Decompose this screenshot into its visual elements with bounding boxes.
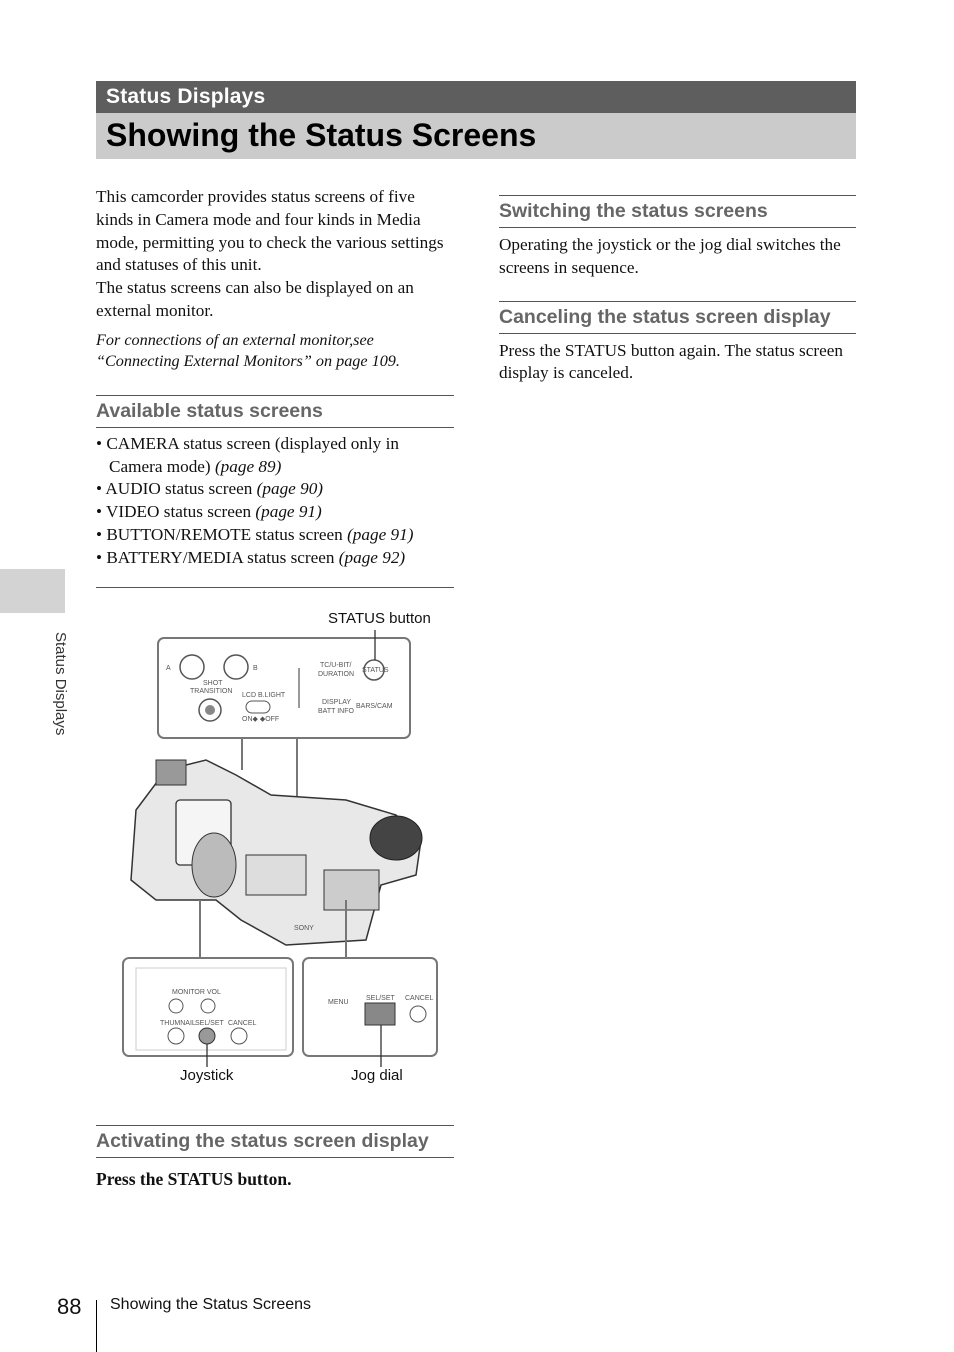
intro-note: For connections of an external monitor,see “Connecting External Monitors” on page 109.	[96, 330, 400, 371]
side-tab	[0, 569, 65, 613]
activating-step: Press the STATUS button.	[96, 1169, 292, 1189]
list-item: • CAMERA status screen (displayed only in Camera mode) (page 89)	[96, 433, 399, 476]
figure-top-rule	[96, 587, 454, 588]
list-item: • VIDEO status screen (page 91)	[96, 502, 322, 522]
rear-controls-icon	[324, 870, 379, 910]
page-ref[interactable]: (page 91)	[255, 502, 322, 522]
panel-shot: SHOT	[203, 680, 223, 687]
activating-section	[96, 1125, 454, 1191]
intro-paragraph-1: This camcorder provides status screens of five kinds in Camera mode and four kinds in Media mode, permitting you to check the various settings and statuses of this unit.	[96, 187, 444, 275]
panel-display: DISPLAY	[322, 699, 352, 706]
brand-logo: SONY	[294, 925, 314, 932]
panel-transition: TRANSITION	[190, 688, 233, 695]
page-ref[interactable]: (page 89)	[214, 456, 282, 476]
side-tab-label: Status Displays	[52, 632, 69, 736]
available-list	[96, 433, 454, 570]
panel-batt: BATT INFO	[318, 708, 354, 715]
cancel-label: CANCEL	[228, 1020, 257, 1027]
joystick-icon	[199, 1028, 215, 1044]
side-controls-icon	[246, 855, 306, 895]
section-title: Status Displays	[96, 81, 856, 113]
left-column	[96, 186, 454, 570]
lcd-switch-icon	[246, 701, 270, 713]
list-item: • BATTERY/MEDIA status screen (page 92)	[96, 547, 406, 567]
page-title: Showing the Status Screens	[96, 113, 856, 159]
page-header	[96, 81, 856, 159]
joystick-label: Joystick	[180, 1067, 234, 1084]
jog-cancel-button-icon	[410, 1006, 426, 1022]
page-ref[interactable]: (page 90)	[256, 479, 324, 499]
thumbnail-label: THUMNAIL	[160, 1020, 196, 1027]
panel-tc: TC/U-BIT/	[320, 662, 352, 669]
canceling-text: Press the STATUS button again. The status screen display is canceled.	[499, 340, 843, 383]
panel-lcd: LCD B.LIGHT	[242, 692, 286, 699]
page-number: 88	[57, 1294, 82, 1319]
jog-dial-icon	[365, 1003, 395, 1025]
canceling-heading: Canceling the status screen display	[499, 301, 856, 334]
panel-status: STATUS	[362, 667, 389, 674]
jog-dial-label: Jog dial	[351, 1067, 403, 1084]
eyecup-icon	[370, 816, 422, 860]
monitor-vol-label: MONITOR VOL	[172, 989, 221, 996]
panel-bars: BARS/CAM	[356, 703, 393, 710]
switching-text: Operating the joystick or the jog dial switches the screens in sequence.	[499, 235, 841, 277]
panel-duration: DURATION	[318, 671, 355, 678]
panel-b: B	[253, 665, 258, 672]
switching-heading: Switching the status screens	[499, 195, 856, 228]
cancel-button-icon	[231, 1028, 247, 1044]
transition-button-core-icon	[205, 705, 215, 715]
jog-selset-label: SEL/SET	[366, 995, 395, 1002]
list-item: • BUTTON/REMOTE status screen (page 91)	[96, 524, 414, 544]
panel-a: A	[166, 665, 171, 672]
activating-heading: Activating the status screen display	[96, 1125, 454, 1158]
right-column	[499, 195, 856, 385]
camcorder-figure	[96, 600, 456, 1090]
intro-paragraph-2: The status screens can also be displayed on an external monitor.	[96, 278, 414, 320]
status-button-label: STATUS button	[328, 610, 431, 627]
footer-title: Showing the Status Screens	[110, 1296, 312, 1313]
page-ref[interactable]: (page 92)	[338, 547, 406, 567]
vol-minus-icon	[169, 999, 183, 1013]
available-heading: Available status screens	[96, 395, 454, 428]
lens-icon	[192, 833, 236, 897]
vol-plus-icon	[201, 999, 215, 1013]
footer-divider	[96, 1300, 97, 1352]
menu-label: MENU	[328, 999, 349, 1006]
selset-label: SEL/SET	[195, 1020, 224, 1027]
mic-icon	[156, 760, 186, 785]
page-ref[interactable]: (page 91)	[347, 524, 414, 544]
panel-on-off: ON◆ ◆OFF	[242, 716, 280, 723]
list-item: • AUDIO status screen (page 90)	[96, 479, 324, 499]
jog-cancel-label: CANCEL	[405, 995, 434, 1002]
button-a-icon	[180, 655, 204, 679]
button-b-icon	[224, 655, 248, 679]
side-tab-label-wrap	[49, 632, 69, 752]
thumbnail-button-icon	[168, 1028, 184, 1044]
